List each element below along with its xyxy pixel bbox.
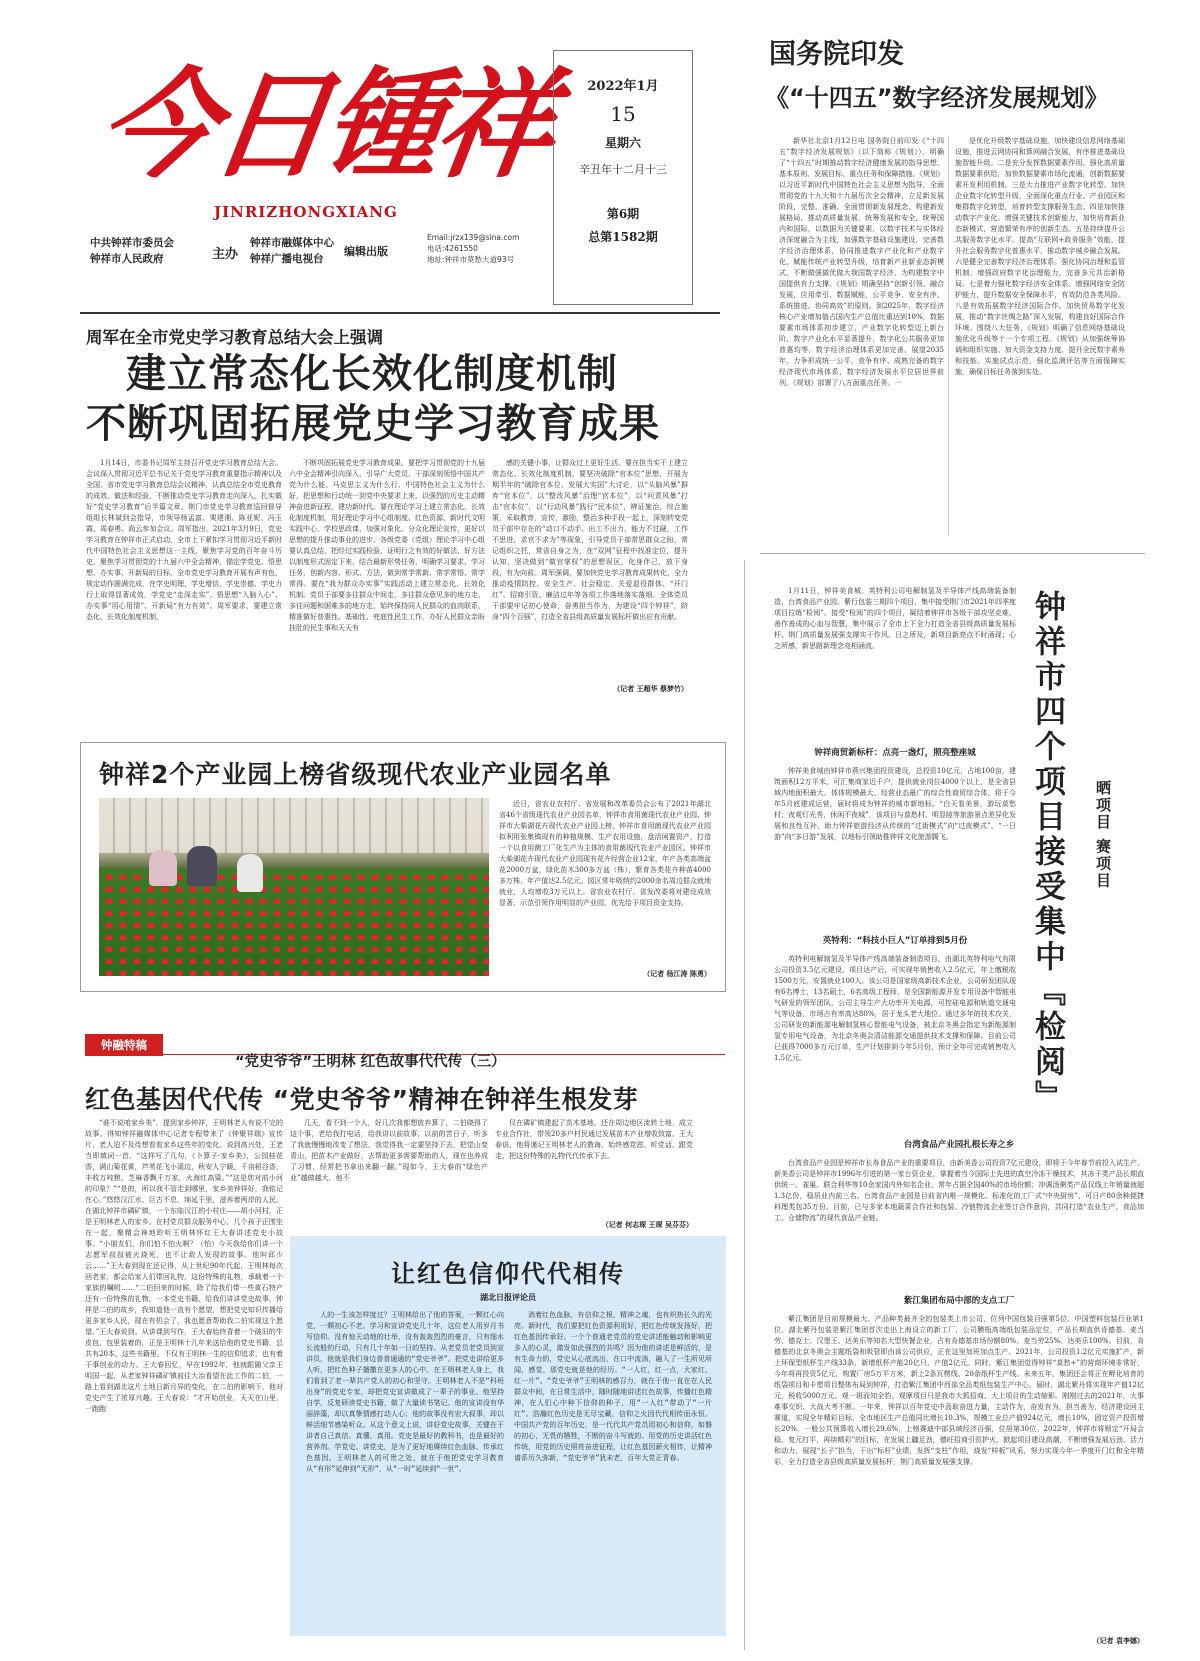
address: 地址:钟祥市莫愁大道93号 <box>427 255 515 264</box>
commentary-author: 湖北日报评论员 <box>480 1293 536 1302</box>
commentary-headline: 让红色信仰代代相传 <box>391 1260 625 1288</box>
masthead-divider <box>80 312 720 314</box>
email: Email:jrzx139@sina.com <box>427 233 520 242</box>
tr-col2: 是优化升级数字基础设施。加快建设信息网络基础设施，推进云网协同和算网融合发展，有序推进基础设施智能升级。二是充分发挥数据要素作用。强化高质量数据要素供给，加快数据要素市场化流通，创新数据要素开发利用机制。三是大力推进产业数字化转型。加快企业数字化转型升级，全面深化重点行业、产业园区和集群数字化转型，培育转型支撑服务生态。四是加快推动数字产业化。增强关键技术创新能力，加快培育新业态新模式，营造繁荣有序的创新生态。五是持续提升公共服务数字化水平。提高“互联网+政务服务”效能，提升社会服务数字化普惠水平，推动数字城乡融合发展。六是健全完善数字经济治理体系。强化协同治理和监管机制，增强政府数字化治理能力，完善多元共治新格局。七是着力强化数字经济安全体系。增强网络安全防护能力，提升数据安全保障水平，有效防范各类风险。八是有效拓展数字经济国际合作。加快贸易数字化发展，推动“数字丝绸之路”深入发展，构建良好国际合作环境。围绕八大任务，《规划》明确了信息网络基础设施优化升级等十一个专项工程。《规划》从加强统筹协调和组织实施、加大资金支持力度、提升全民数字素养和技能、实施试点示范、强化监测评估等方面保障实施，确保目标任务落到实处。 <box>955 137 1125 376</box>
vs-sub4-body: 紫江集团是目前规模最大、产品种类最齐全的包装类上市公司，位列中国包装百强第5位、中国塑料包装行业第1位。湖北紫丹包装是紫江集团首次走出上海设立的新工厂，公司膜瓶高端纸包装品定位，产品长期直供肯德基、麦当劳、德克士、汉堡王、达美乐等知名大型快餐企业，占有肯德基市场份额80%、麦当劳25%、达美乐100%。目前，肯德基的北京冬奥会主题纸袋和吸管即由该公司供应，正在这里加班加点生产。2021年，公司投资1.2亿元实施扩产，新上环保型纸杯生产线33条、新增纸杯产能20亿只、产值2亿元。同时，紫江集团觉得钟祥“莫愁+”的营商环境非常好，今年将再投资5亿元，购置厂房5万平方米，新上2条瓦楞线、20条纸杯生产线。未来五年，集团还会将正在孵化培育的纸袋项目和卡塑项目整体布局到钟祥，打造紫江集团中西部全品类纸包装生产中心。届时，湖北紫丹将实现年产值12亿元，税收5000万元。观一斑而知全豹。观摩项目只是我市大抓招商、大上项目的生动缩影。刚刚过去的2021年，大事难事交织、大战大考不断。一年来，钟祥以百年党史中汲取奋进力量，主动作为，奋发有为，担当善为，经济建设回主赛道，实现全年精彩目标，全市地区生产总值同比增长10.3%，规模工业总产值924亿元，增长10%，固定资产投资增长20%，一般公共预算收入增长29.6%，上榜赛迪中部县域经济百强，位居第30位。2022年，钟祥市将锁定“开局会稳、复元打平，再续精彩”的目标，在发展上疆足劲，德旺招商引资护火，掀起项目建设高潮，不断增强发展后劲、活力和动力，展现“长子”担当，干出“标杆”业绩，发挥“支柱”作用，烧发“样板”风采，努力实现今年一季度开门红和全年精彩，全力打造全省县级高质量发展标杆，荆门高质量发展强支撑。 <box>774 1315 1144 1466</box>
vs-sub1-title: 钟祥商贸新标杆：点亮一盏灯，照亮整座城 <box>814 748 976 758</box>
ag-headline: 钟祥2个产业园上榜省级现代农业产业园名单 <box>99 760 612 789</box>
red-col3: 仅在磷矿镇建起了苗木基地，还在周边地区流转土地，成立专业合作社，带领20多户村民通过发展苗木产业增收致富。王大春说，他将谨记王明林老人的教诲，始终感党恩、听党话、跟党走，把这份特殊的礼物代代传承下去。 <box>495 1119 693 1160</box>
vs-intro: 1月11日，钟祥美食城、英特利公司电解制氢及半导体产线高端装备制造、台湾食品产业园、紫行包装三期四个项目，集中接受荆门市2021年四季度项目拉练“检阅”。接受“检阅”的四个项目，凝结着钟祥市各级干部攻坚克难、善作善成的心血与智慧，集中展示了全市上下全力打造全省县级高质量发展标杆、荆门高质量发展强支撑实干作风。日之所及，新项目新亮点不时涌现；心之所感，新思路新理念竞相涌流。 <box>774 587 1016 650</box>
right-top-divider <box>760 553 1145 554</box>
red-kicker: “党史爷爷”王明林 红色故事代代传（三） <box>235 1054 506 1070</box>
ag-body: 近日，省农业农村厅、省发展和改革委员会公布了2021年湖北省46个省级现代农业产业园名单，钟祥市食用菌现代农业产业园、钟祥市大柴湖花卉现代农业产业园上榜。钟祥市食用菌现代农业产业园拟利用张集镇现有的种植规模、生产农用设施，盘活闲置资产，打造一个以食用菌工厂化生产为主体的食用菌现代农业产业园区。钟祥市大柴湖花卉现代农业产业园现有花卉经营企业12家，年产各类高端盆花2000万盆，绿化苗木300多万盆（株），繁育各类花卉种苗4000多万株，年产值达2.5亿元。园区常年吸纳约2000余名周边群众就地就业，人均增收3万元以上。省农业农村厅、省发改委将对建设成效显著、示范引领作用明显的产业园，优先给予项目资金支持。 <box>499 800 711 907</box>
vs-reporter: （记者 袁李娜） <box>1092 1637 1144 1645</box>
lead-headline-1: 建立常态化长效化制度机制 <box>126 351 618 397</box>
ag-reporter: （记者 杨江涛 陈勇） <box>643 970 711 978</box>
lead-col3: 感的关键小事，让群众过上更好生活。要在担当实干上建立常态化、长效化制度机制。要坚决破除“官本位”思想，开展为期半年的“破除官本位、发展大实国”大讨论，以“头脑风暴”摒弃“官本位”，以“整改风暴”治理“官本位”，以“问责风暴”打击“官本位”，以“行动风暴”践行“民本位”，辨证施治，综合施策，采取教育，宣传，激励，整治多种手段一起上，深刻转变党员干部中存在的“动口不动手、出工不出力，能力不过硬，工作不思进，求官不求为”等现象，引导党员干部常思群众之盼，常记组织之托，常省自身之为，在“双网”征程中找准定位，提升认知，坚决做到“做官掌权”的思想误区，化身伴己，放下身段，有为向前。周军强调，要加快党史学习教育成果转化，全力推动疫情防控、安全生产、社会稳定、关爱退役群体、“开门红”、招商引资、廉洁过年等各项工作落地落实落细。全体党员干部要牢记初心使命，奋勇担当作为，为建设“四个钟祥”，跻身“四个百强”，打造全省县级高质量发展标杆做出应有贡献。 <box>492 459 688 621</box>
sponsor-role: 主办 <box>212 247 239 262</box>
ag-story-box <box>80 742 726 992</box>
greenhouse-roof <box>99 798 489 853</box>
lead-col1: 1月14日，市委书记周军主持召开党史学习教育总结大会。会议深入贯彻习近平总书记关于党史学习教育重要指示精神以及全国、省市党史学习教育总结会议精神，认真总结全市党史教育的成效、做法和经验，不断推动党史学习教育走向深入，扎实做好“党史学习教育”后半篇文章。荆门市党史学习教育巡回督导组组长林斌到会指导，市领导杨孟富、栗建湘、陈亚妮、冯玉霞、周春勇、尚云参加会议。周军指出，2021年3月9日，党史学习教育在钟祥市正式启动，全市上下紧扣学习贯彻习近平新时代中国特色社会主义思想这一主线，聚焦学习党的百年奋斗历史，聚焦学习贯彻党的十九届六中全会精神，锚定学党史、悟思想、办实事、开新局的目标，全市党史学习教育开展有声有色，规定动作圆满完成，在学史明理、学史增信、学史崇德、学史力行上取得显著成效，学党史“走深走实”、悟思想“入脑入心”、办实事“用心用情”、开新局“有力有效”。周军要求，要建立常态化、长效化制度机制， <box>86 459 282 621</box>
lead-kicker: 周军在全市党史学习教育总结大会上强调 <box>86 328 383 347</box>
tr-title-line2: 《“十四五”数字经济发展规划》 <box>765 84 1109 112</box>
logo <box>90 50 570 200</box>
worker-1 <box>149 850 177 886</box>
lead-story <box>80 320 730 730</box>
weekday: 星期六 <box>604 136 641 150</box>
sponsor-party: 中共钟祥市委员会 <box>90 237 174 249</box>
masthead <box>80 40 720 310</box>
vs-subtitle: 晒项目 赛项目 <box>1094 780 1112 890</box>
publisher-tv: 钟祥广播电视台 <box>250 253 324 265</box>
worker-2 <box>187 846 217 886</box>
date-box <box>553 50 693 305</box>
vs-sub4-title: 紫江集团布局中部的支点工厂 <box>903 1296 1015 1306</box>
vs-sub3-body: 台湾食品产业园是钟祥市长寿食品产业的重要项目，由新美香公司投资7亿元建设，即将于今年春节前投入试生产。新美香公司是钟祥市1996年引进的第一家台资企业，掌握着当今国际上先进的真空冷冻干燥技术，其冻干类产品长期直供统一、雀巢、联合利华等10余家国内外知名企业，常年占据全国40%的市场份额；冲调汤粥类产品仅线上年销量就超1.3亿份，稳居业内前三名。台湾食品产业园是目前省内唯一规模化、标准化的工厂式“中央厨房”，可日产80余种便捷料理类包35万份。目前，已与多家本地蔬菜合作社和包装、冷链物流企业签订合作意向，共同打造“农业生产、食品加工、仓储物流”的现代食品产业链。 <box>774 1159 1144 1222</box>
vs-sub3-title: 台湾食品产业园扎根长寿之乡 <box>903 1140 1015 1150</box>
logo-pinyin: JINRIZHONGXIANG <box>214 203 398 221</box>
phone: 电话:4261550 <box>427 244 478 253</box>
date-day: 15 <box>610 102 636 126</box>
sponsor-government: 钟祥市人民政府 <box>90 253 164 265</box>
red-col1: “谁不说咱家乡美”，提到家乡钟祥，王明林老人有说不完的故事。得知钟祥融媒体中心记者专程带来了《钟聚祥瑞》宣传片，老人迫不及待想看看家乡这些年的变化。说到高兴处，王老当即填词一首。“这样写了几句，《卜算子·家乡美》，公园桂花香，满山菊花黄，芦苇花飞小溪边，秋安人宁暖，千亩稻谷香，丰收万吨粮，芝麻香飘千万家，火海红高粱。”“这是您对前小河的印象？”“是的，所以我不管走到哪里，家乡美钟祥好，我铭记在心。”悠悠汉江水，巨古不息，绵延千里，滋养着两岸的人民。在湖北钟祥市磷矿镇，一个东临汉江的小村庄——胡小河村，正是王明林老人的家乡。在村党员群众服务中心，几个孩子正围坐在一起，聚精会神地聆听王明林怀红王大春讲述党史小故事。“小朋友们，你们怕不怕火啊？（怕）今天我给你们讲一个志愿军叔叔被火烧死，也不让敌人发现的故事。他叫邱少云……”王大春到现在还记得，从上世纪90年代起，王明林每次回老家，都会给家人们带回礼物，这份特殊的礼物，承载着一个家族的嘱咐……“二伯回来的时候，除了给我们带一些黄石特产还有一份特殊的礼物，一本党史书籍，给我们讲讲党史故事，钟祥是二伯的故乡，我知道他一直有个愿望，想把党史知识传播给更多家乡人民，现在有机会了，我也愿意帮助我二伯实现这个愿望。”王大春说到。从讲课到写作，王大春始终背着一个破旧的牛皮包，包里装着的，正是王明林十几年来送给他的党史书籍，总共有20本，这些书籍里，不仅有王明林一生的信仰追求，也有着干事创业的动力。王大春回忆，早在1992年，他就跟随父亲王明国一起，从老家钟祥磷矿镇前往大冶看望在此工作的二伯，一路上看到湖北这片土地日新月异的变化，在二伯的影响下，他对党史产生了浓厚兴趣。王大春说：“才开始创业，天天在山里，一跑跑 <box>85 1119 283 1413</box>
logo-text: 今日锺祥 <box>90 55 558 194</box>
tr-title-line1: 国务院印发 <box>769 39 904 70</box>
vs-sub2-title: 英特利：“科技小巨人”订单排到5月份 <box>822 936 968 946</box>
tr-col-divider <box>948 136 949 536</box>
lead-headline-2: 不断巩固拓展党史学习教育成果 <box>86 401 660 447</box>
commentary-col1: 人的一生该怎样度过？王明林给出了他的答案，一颗红心向党，一颗初心不老。学习和宣讲党史几十年，这位老人用岁月书写信仰。没有惊天动地的壮举，没有轰轰烈烈的豪言，只有细水长流般的行动，只有几十年如一日的坚持。从老党员老党员到宣讲员，他就是我们身边普普通通的“党史爷爷”。把党史讲给更多人听，把红色种子播撒在更多人的心中。在王明林老人身上，我们看到了老一辈共产党人的初心和坚守。王明林老人不是“科班出身”的党史专家，却把党史宣讲做成了一辈子的事业。他坚持自学，反复研读党史书籍，做了大量读书笔记。他的宣讲没有华丽辞藻，却以真挚情感打动人心；他的故事没有宏大叙事，却以鲜活细节感染听众。从这个意义上说，讲好党史故事，关键在于讲者自己真信、真懂、真用。党史是最好的教科书，也是最好的营养剂。学党史、讲党史，是为了更好地赓续红色血脉、传承红色基因。王明林老人的可贵之处，就在于他把党史学习教育从“有形”延伸到“无形”，从“一时”延续到“一世”。 <box>306 1311 504 1473</box>
total-issue: 总第1582期 <box>588 230 658 244</box>
vertical-story <box>760 560 1155 1655</box>
section-label: 钟融特稿 <box>85 1034 163 1056</box>
top-right-story <box>765 38 1140 543</box>
ag-photo <box>99 798 489 976</box>
red-reporter: （记者 何志琛 王琛 吴芬芬） <box>601 1221 693 1229</box>
tr-col1: 新华社北京1月12日电 国务院日前印发《“十四五”数字经济发展规划》（以下简称《规划》），明确了“十四五”时期推动数字经济健康发展的指导思想、基本原则、发展目标、重点任务和保障措施。《规划》以习近平新时代中国特色社会主义思想为指导，全面贯彻党的十九大和十九届历次全会精神，立足新发展阶段，完整、准确、全面贯彻新发展理念，构建新发展格局，推动高质量发展，统筹发展和安全，统筹国内和国际，以数据为关键要素，以数字技术与实体经济深度融合为主线，加强数字基础设施建设，完善数字经济治理体系，协同推进数字产业化和产业数字化，赋能传统产业转型升级，培育新产业新业态新模式，不断做强做优做大我国数字经济，为构建数字中国提供有力支撑。《规划》明确坚持“创新引领、融合发展，应用牵引、数据赋能，公平竞争、安全有序，系统推进、协同高效”的原则。到2025年，数字经济核心产业增加值占国内生产总值比重达到10%，数据要素市场体系初步建立，产业数字化转型迈上新台阶，数字产业化水平显著提升，数字化公共服务更加普惠均等，数字经济治理体系更加完善。展望2035年，力争形成统一公平、竞争有序、成熟完备的数字经济现代市场体系，数字经济发展水平位居世界前列。《规划》部署了八方面重点任务。一 <box>779 137 944 387</box>
date-year-month: 2022年1月 <box>587 79 659 94</box>
vs-sub2-body-wide <box>774 1026 1144 1121</box>
right-col-divider <box>744 560 745 1650</box>
vs-sub1-body: 钟祥美食城由钟祥市燕兴集团投资建设，总投资10亿元，占地100亩，建筑面积12万平米，可汇集商家近千户，提供就业岗位4000个以上，是全省县域内地面积最大、体体规模最大、经营业态最广的综合性商贸综合体，将于今年5月底建成运营，届时将成为钟祥的城市新地标。“白天看美景，游玩莫愁村；夜观灯光秀，休闲不夜城”，该项目与莫愁村、明显陵等旅游景点差异化发展和良性互补，助力钟祥旅游经济从传统的“过街模式”向“过夜模式”、“一日游”向“多日游”发展，以地标引领助推钟祥文化旅游腾飞。 <box>774 767 1016 841</box>
commentary-box <box>290 1236 726 1636</box>
publisher-media-center: 钟祥市融媒体中心 <box>250 237 334 249</box>
vs-headline: 钟祥市四个项目接受集中『检阅』 <box>1029 590 1065 1115</box>
commentary-col2: 淌着红色血脉，有信仰之根，精神之魂，也有炽热长久的光亮。新时代，我们要把红色资源利用好，把红色传统发扬好，把红色基因传承好。一个个普通老党员的党史讲述能触动和影响更多人的心灵，激发如此强烈的共鸣？因为他的讲述是鲜活的，是有生命力的，党史从心底流出，在口中流淌，融入了一生所见所闻，感觉，那党史就是他的经历。“一人红，红一点，大家红，红一片”。“党史爷爷”王明林的感召力，就在于他一直在在人民群众中间，在日常生活中，随时随地讲述红色故事，传播红色精神，在人们心中种下信仰的种子，用“一人红”带动了“一片红”。浩瀚红色历史是无尽宝藏，信仰之火因代代相传而永恒。中国共产党的百年历史，是一代代共产党员用初心和信仰，如磐的初心，无畏的牺牲，不断的奋斗写就的。用党的历史讲活红色传统，用党的历史照亮奋进征程，让红色基因薪火相传，让精神谱系历久弥新，“党史爷爷”犹未老，百年大党正青春。 <box>514 1311 712 1462</box>
lunar-date: 辛丑年十二月十三 <box>579 163 667 176</box>
lead-reporter: （记者 王超华 蔡梦竹） <box>613 685 688 693</box>
issue-number: 第6期 <box>606 207 640 221</box>
red-headline: 红色基因代代传 “党史爷爷”精神在钟祥生根发芽 <box>85 1085 639 1114</box>
lead-col2: 不断巩固拓展党史学习教育成果。要把学习贯彻党的十九届六中全会精神引向深入，引导广大党员、干部深刻领悟中国共产党为什么能、马克思主义为什么行、中国特色社会主义为什么好，把思想和行动统一到党中央要求上来，以强烈的历史主动精神奋进新征程，建功新时代。要在理论学习上建立常态化、长效化制度机制，用好理论学习中心组制度、红色资源、新时代文明实践中心、学校思政课，加强对象化、分众化理论宣传，更好以思想的提升推动事业的进步。各级党委（党组）理论学习中心组要认真总结，把经过实践检验、证明行之有效的好做法、好方法以制度形式固定下来，结合最新形势任务，明确学习要求、学习任务，创新内容、形式、方法，做到常学常新、常学常悟、常学常得。要在“我为群众办实事”实践活动上建立常态化、长效化机制。党员干部要多往群众中间走，多往群众意见多的地方走，多往问题和困难多的地方走，始终保持同人民群众的血肉联系，精准做好普惠性、基础性、兜底性民生工作，办好人民群众亲盼挂肚的民生事和天天有 <box>289 459 485 632</box>
red-col2: 几天，看不到一个人，好几次我都想放弃算了，二伯晓得了这个事，老给我打电话，给我讲以前故事，以前的苦日子，听多了我就慢慢地改变了想法，我觉得我一定要坚持下去，把觉山变青山，把苗木产业做好，去帮助更多需要帮助的人，现在也养成了习惯，经常把书拿出来翻一翻。”现如今，王大春的“绿色产业”越做越大，他不 <box>290 1119 488 1182</box>
publisher-role: 编辑出版 <box>344 245 388 258</box>
worker-3 <box>237 854 263 892</box>
vs-sub2-body: 英特利电解制氢及半导体产线高端装备制造项目，由湖北英特利电气有限公司投资3.5亿元建设。项目达产后，可实现年销售收入2.5亿元，年上缴税收1500万元，安置就业100人。该公司是国家级高新技术企业，公司研发团队现有6名博士，13名硕士，6名高级工程师，是全国新能源开发专用设备中智能电气研发的领军团队，公司主导生产大功率开关电源，可控硅电源和轨道交通电气等设备，市场占有率高达80%，居于龙头老大地位。通过多年的技术攻关，公司研发的新能源电解制氢核心智能电气设备，被北京冬奥会指定为新能源制氢专用电气设备，为北京冬奥会清洁能源交通提供技术支撑和保障。目前公司已获得7000多万元订单，生产计划排到今年5月份，预计全年可完成销售收入1.5亿元。 <box>774 955 1016 1062</box>
